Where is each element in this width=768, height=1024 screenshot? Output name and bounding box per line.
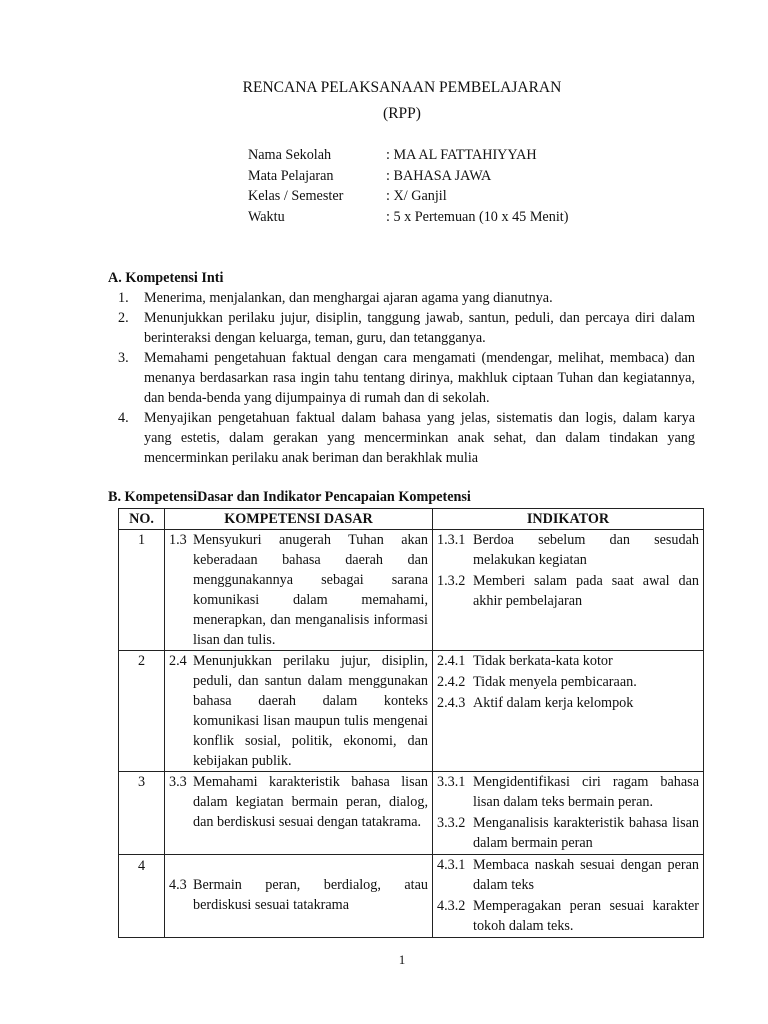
indicator-item [437,772,699,812]
list-item [108,348,695,408]
list-text: Menyajikan pengetahuan faktual dalam bahasa yang jelas, sistematis dan logis, dalam karya yang estetis, dalam gerakan yang mencerminkan anak sehat, dan dalam tindakan yang mencerminkan perilaku anak beriman dan berakhlak mulia [144,410,695,466]
kd-code: 1.3 [169,532,187,548]
indicator-text: Menganalisis karakteristik bahasa lisan dalam bermain peran [473,815,699,851]
info-row-school [248,145,568,166]
section-heading: B. KompetensiDasar dan Indikator Pencapaian Kompetensi [108,489,471,505]
indicator-text: Memperagakan peran sesuai karakter tokoh dalam teks. [473,898,699,934]
list-text: Menerima, menjalankan, dan menghargai ajaran agama yang dianutnya. [144,290,553,306]
row-number: 4 [119,855,165,938]
table-row [119,530,704,651]
kd-code: 3.3 [169,774,187,790]
column-header: KOMPETENSI DASAR [165,509,433,530]
competency-table [118,508,704,938]
info-label: Nama Sekolah [248,147,332,163]
indicator-cell [433,530,704,651]
indicator-text: Tidak menyela pembicaraan. [473,674,637,690]
list-item [108,288,695,308]
indicator-code: 2.4.1 [437,653,466,669]
indicator-code: 4.3.2 [437,898,466,914]
indicator-text: Membaca naskah sesuai dengan peran dalam teks [473,857,699,893]
indicator-text: Tidak berkata-kata kotor [473,653,613,669]
list-number: 3. [118,350,129,366]
indicator-text: Aktif dalam kerja kelompok [473,695,634,711]
indicator-code: 1.3.1 [437,532,466,548]
indicator-cell [433,855,704,938]
ki-list [108,288,695,468]
indicator-cell [433,772,704,855]
kd-cell [165,855,433,938]
kd-item [169,530,428,650]
page-number: 1 [398,952,406,967]
column-header: INDIKATOR [433,509,704,530]
indicator-code: 2.4.2 [437,674,466,690]
info-value: : X/ Ganjil [386,188,447,204]
list-number: 1. [118,290,129,306]
indicator-item [437,651,699,671]
list-text: Memahami pengetahuan faktual dengan cara mengamati (mendengar, melihat, membaca) dan menanya berdasarkan rasa ingin tahu tentang dirinya, makhluk ciptaan Tuhan dan kegiatannya, dan benda-benda yang dijumpainya di rumah dan di sekolah. [144,350,695,406]
document-subtitle: (RPP) [383,105,421,122]
kd-text: Bermain peran, berdialog, atau berdiskusi sesuai tatakrama [193,877,428,913]
kd-text: Memahami karakteristik bahasa lisan dalam kegiatan bermain peran, dialog, dan berdiskusi sesuai dengan tatakrama. [193,774,428,830]
info-row-subject [248,166,568,187]
indicator-text: Berdoa sebelum dan sesudah melakukan kegiatan [473,532,699,568]
indicator-code: 3.3.1 [437,774,466,790]
document-title: RENCANA PELAKSANAAN PEMBELAJARAN [242,79,562,96]
identity-block [248,145,568,227]
kd-text: Mensyukuri anugerah Tuhan akan keberadaan bahasa daerah dan menggunakannya sebagai sarana komunikasi dalam memahami, menerapkan, dan menganalisis informasi lisan dan tulis. [193,532,428,648]
kd-cell [165,772,433,855]
kd-code: 2.4 [169,653,187,669]
table-row [119,772,704,855]
indicator-text: Mengidentifikasi ciri ragam bahasa lisan dalam teks bermain peran. [473,774,699,810]
list-number: 2. [118,310,129,326]
kd-code: 4.3 [169,877,187,893]
row-number: 1 [119,530,165,651]
indicator-code: 2.4.3 [437,695,466,711]
kd-text: Menunjukkan perilaku jujur, disiplin, peduli, dan santun dalam menggunakan bahasa daerah dalam konteks komunikasi lisan maupun tulis mengenai konflik sosial, politik, ekonomi, dan kebijakan publik. [193,653,428,769]
info-label: Mata Pelajaran [248,167,334,184]
indicator-item [437,813,699,853]
indicator-item [437,855,699,895]
section-heading: A. Kompetensi Inti [108,270,224,286]
indicator-item [437,896,699,936]
list-text: Menunjukkan perilaku jujur, disiplin, tanggung jawab, santun, peduli, dan percaya diri dalam berinteraksi dengan keluarga, teman, guru, dan tetangganya. [144,310,695,346]
indicator-cell [433,651,704,772]
kd-cell [165,530,433,651]
list-item [108,308,695,348]
kd-cell [165,651,433,772]
list-number: 4. [118,410,129,426]
kd-item [169,875,428,915]
column-header: NO. [119,509,165,530]
indicator-item [437,530,699,570]
row-number: 2 [119,651,165,772]
indicator-item [437,672,699,692]
indicator-code: 4.3.1 [437,857,466,873]
list-item [108,408,695,468]
indicator-code: 1.3.2 [437,573,466,589]
table-header-row [119,509,704,530]
info-row-class [248,186,568,207]
table-row [119,651,704,772]
table-row [119,855,704,938]
indicator-text: Memberi salam pada saat awal dan akhir pembelajaran [473,573,699,609]
info-value: : BAHASA JAWA [386,167,492,184]
info-label: Waktu [248,208,285,225]
info-value: : 5 x Pertemuan (10 x 45 Menit) [386,208,569,225]
section-kompetensi-inti [108,268,695,468]
kd-item [169,772,428,832]
kd-item [169,651,428,771]
indicator-code: 3.3.2 [437,815,466,831]
info-label: Kelas / Semester [248,188,344,204]
row-number: 3 [119,772,165,855]
info-value: : MA AL FATTAHIYYAH [386,147,537,163]
indicator-item [437,571,699,611]
info-row-time [248,207,568,228]
indicator-item [437,693,699,713]
